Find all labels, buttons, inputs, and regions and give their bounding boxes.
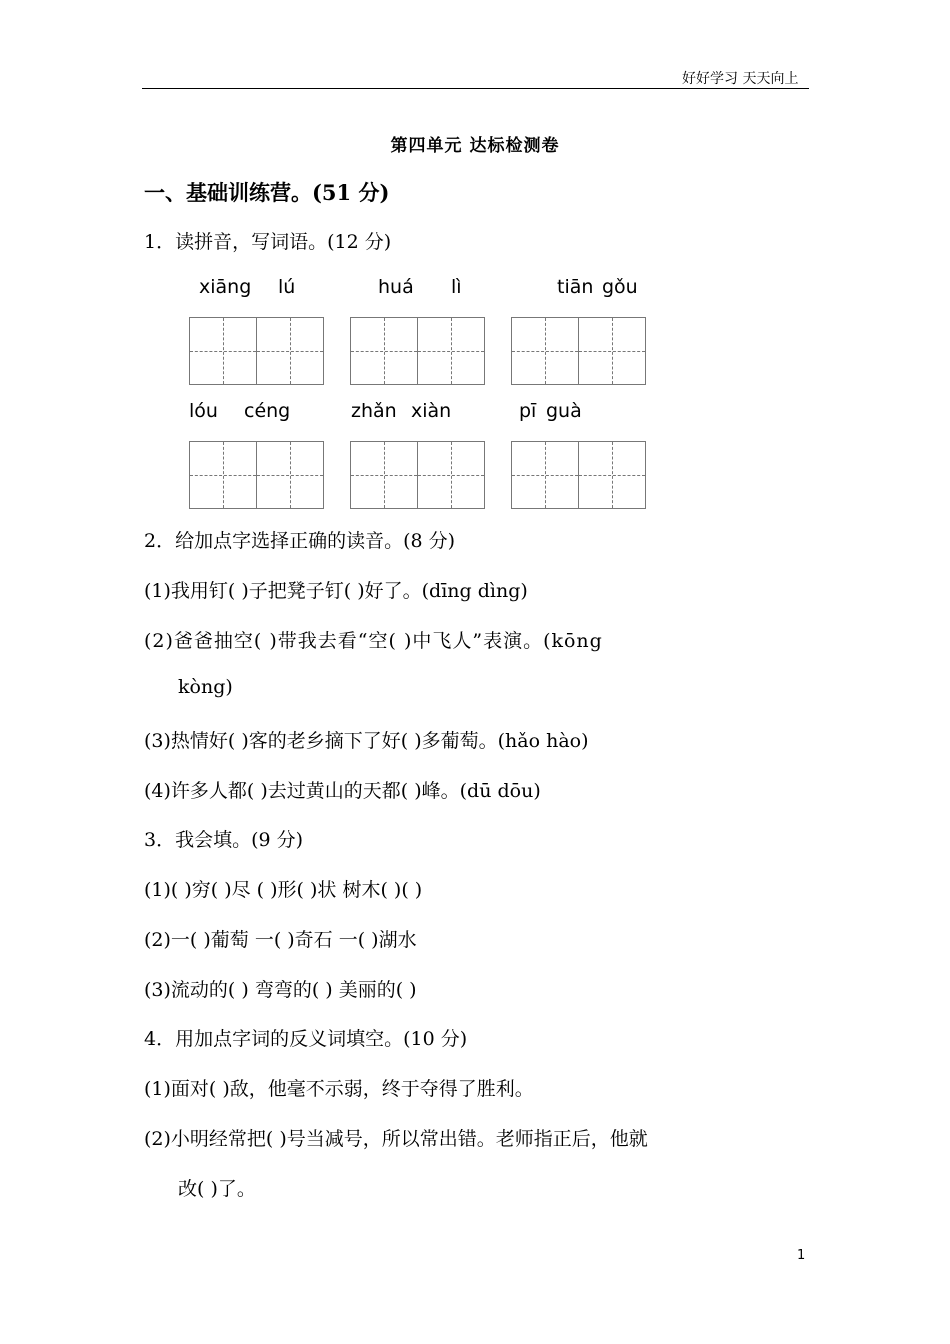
question-3-prompt: 3．我会填。(9 分) [144, 829, 304, 851]
question-3-item: (2)一( )葡萄 一( )奇石 一( )湖水 [144, 929, 417, 951]
writing-cell[interactable] [511, 317, 579, 385]
pinyin-syllable: xiāng [199, 276, 252, 298]
writing-cell[interactable] [578, 441, 646, 509]
pinyin-syllable: céng [244, 400, 291, 422]
question-4-item-continuation: 改( )了。 [178, 1178, 256, 1200]
question-2-item: (2)爸爸抽空( )带我去看“空( )中飞人”表演。(kōng [144, 630, 603, 652]
pinyin-syllable: huá [378, 276, 414, 298]
pinyin-syllable: tiān [557, 276, 594, 298]
writing-cell[interactable] [350, 441, 418, 509]
pinyin-syllable: zhǎn [351, 400, 397, 422]
question-1-prompt: 1．读拼音，写词语。(12 分) [144, 231, 392, 253]
writing-cell[interactable] [256, 317, 324, 385]
header-divider [142, 88, 809, 89]
question-4-item: (2)小明经常把( )号当减号，所以常出错。老师指正后，他就 [144, 1128, 648, 1150]
writing-grid[interactable] [511, 317, 646, 385]
question-2-item: (1)我用钉( )子把凳子钉( )好了。(dīng dìng) [144, 580, 528, 602]
writing-cell[interactable] [189, 441, 257, 509]
page-header: 好好学习 天天向上 [682, 71, 799, 87]
writing-cell[interactable] [350, 317, 418, 385]
page-title: 第四单元 达标检测卷 [390, 136, 560, 156]
question-3-item: (3)流动的( ) 弯弯的( ) 美丽的( ) [144, 979, 417, 1001]
writing-cell[interactable] [578, 317, 646, 385]
writing-cell[interactable] [417, 317, 485, 385]
question-4-prompt: 4．用加点字词的反义词填空。(10 分) [144, 1028, 468, 1050]
writing-grid[interactable] [189, 317, 324, 385]
writing-grid[interactable] [189, 441, 324, 509]
pinyin-syllable: guà [546, 400, 582, 422]
writing-cell[interactable] [511, 441, 579, 509]
pinyin-syllable: lì [451, 276, 462, 298]
writing-grid[interactable] [511, 441, 646, 509]
question-2-item: (3)热情好( )客的老乡摘下了好( )多葡萄。(hǎo hào) [144, 730, 589, 752]
writing-grid[interactable] [350, 441, 485, 509]
pinyin-syllable: pī [519, 400, 537, 422]
question-2-item: (4)许多人都( )去过黄山的天都( )峰。(dū dōu) [144, 780, 541, 802]
question-4-item: (1)面对( )敌，他毫不示弱，终于夺得了胜利。 [144, 1078, 534, 1100]
writing-cell[interactable] [256, 441, 324, 509]
question-2-prompt: 2．给加点字选择正确的读音。(8 分) [144, 530, 456, 552]
pinyin-syllable: lóu [189, 400, 218, 422]
question-3-item: (1)( )穷( )尽 ( )形( )状 树木( )( ) [144, 879, 423, 901]
question-2-item-continuation: kòng) [178, 676, 233, 698]
writing-cell[interactable] [189, 317, 257, 385]
page-number: 1 [797, 1248, 806, 1263]
pinyin-syllable: gǒu [602, 276, 638, 298]
pinyin-syllable: xiàn [411, 400, 452, 422]
writing-grid[interactable] [350, 317, 485, 385]
writing-cell[interactable] [417, 441, 485, 509]
section-heading: 一、基础训练营。(51 分) [144, 180, 390, 205]
pinyin-syllable: lú [278, 276, 296, 298]
